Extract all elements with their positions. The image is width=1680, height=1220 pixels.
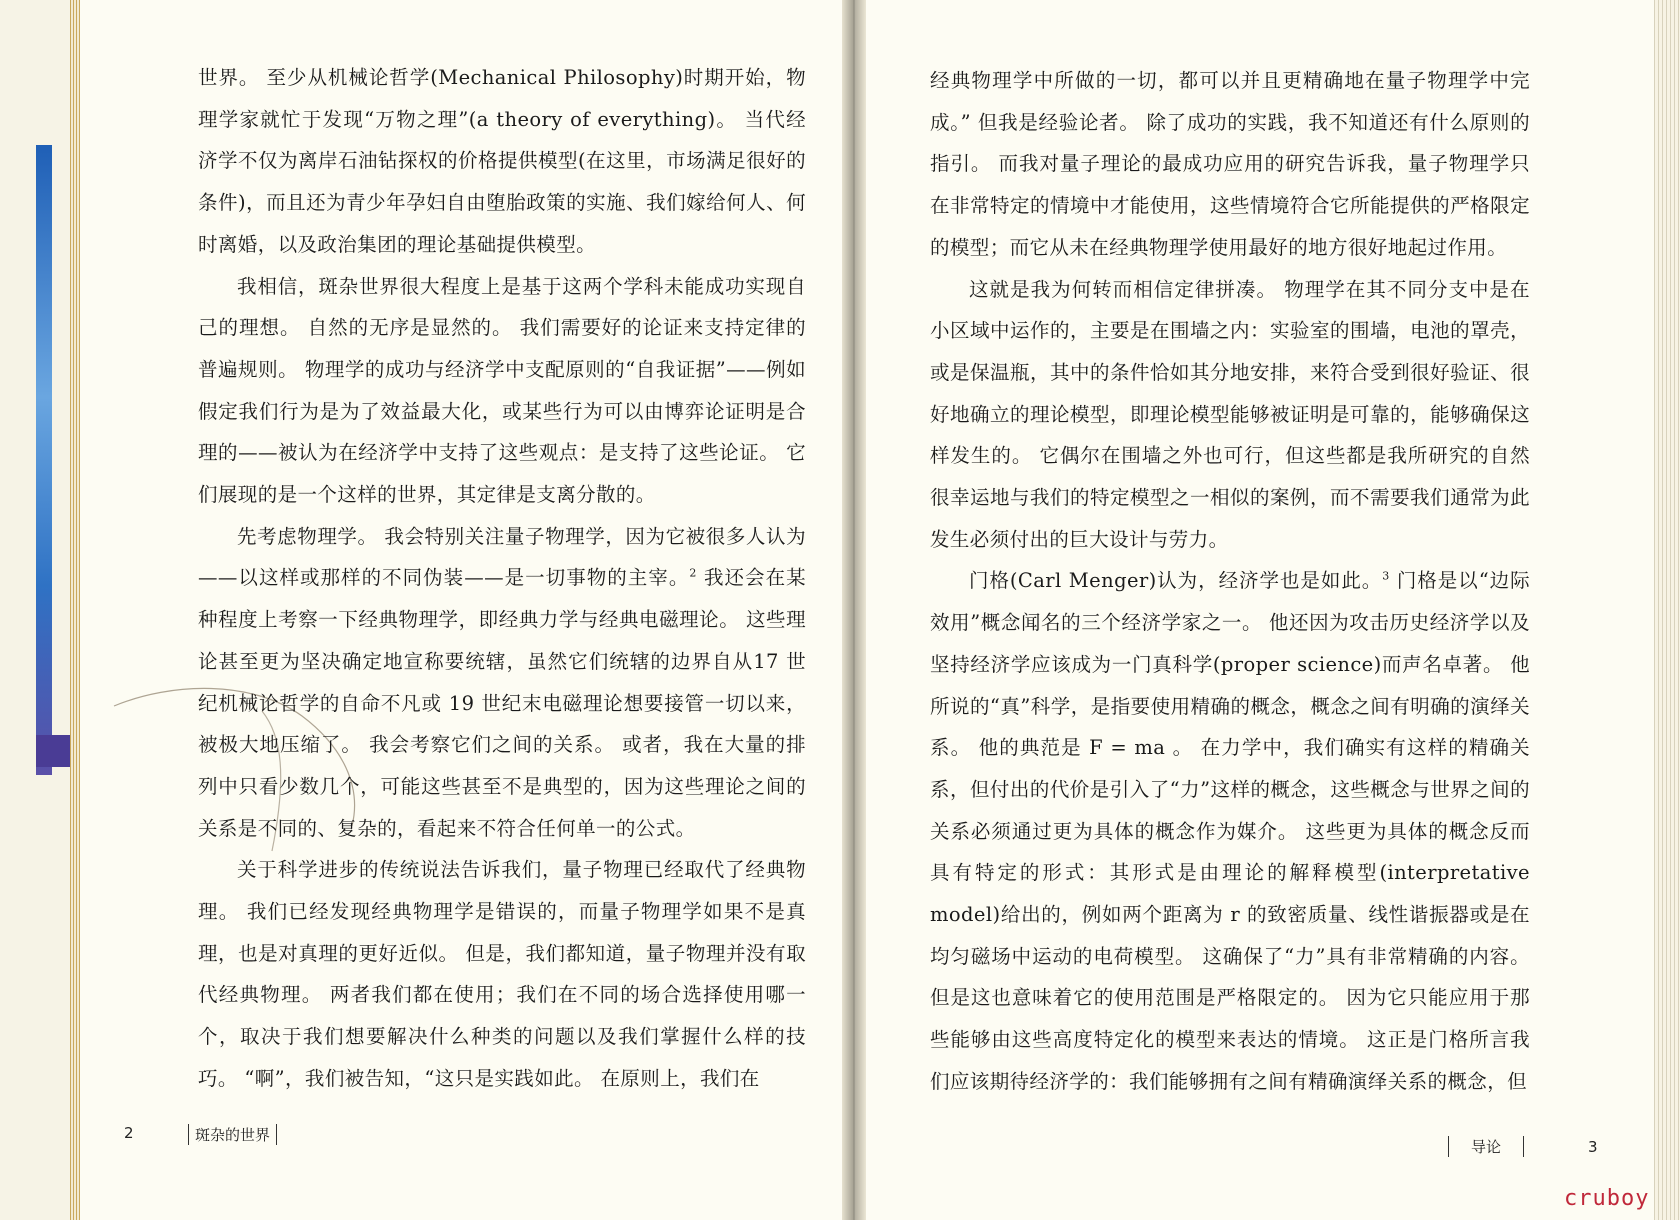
left-paragraph-1: 世界。 至少从机械论哲学(Mechanical Philosophy)时期开始，物理学家就忙于发现“万物之理”(a theory of everything)。 当代经济学不仅为离岸石油钻探权的价格提供模型(在这里，市场满足很好的条件)，而且还为青少年孕妇自由堕胎政策的实施、我们嫁给何人、何时离婚，以及政治集团的理论基础提供模型。 bbox=[198, 66, 806, 256]
right-page-body bbox=[930, 60, 1530, 1103]
footnote-ref-2[interactable]: 2 bbox=[689, 566, 697, 580]
right-paragraph-3-after: 门格是以“边际效用”概念闻名的三个经济学家之一。 他还因为攻击历史经济学以及坚持经济学应该成为一门真科学(proper science)而声名卓著。 他所说的“真”科学，是指要使用精确的概念，概念之间有明确的演绎关系。 他的典范是 F = ma 。 在力学中，我们确实有这样的精确关系，但付出的代价是引入了“力”这样的概念，这些概念与世界之间的关系必须通过更为具体的概念作为媒介。 这些更为具体的概念反而具有特定的形式：其形式是由理论的解释模型(interpretative model)给出的，例如两个距离为 r 的致密质量、线性谐振器或是在均匀磁场中运动的电荷模型。 这确保了“力”具有非常精确的内容。 但是这也意味着它的使用范围是严格限定的。 因为它只能应用于那些能够由这些高度特定化的模型来表达的情境。 这正是门格所言我们应该期待经济学的：我们能够拥有之间有精确演绎关系的概念，但 bbox=[930, 569, 1530, 1093]
left-page-body bbox=[198, 57, 806, 1100]
page-number-left: 2 bbox=[124, 1124, 134, 1142]
left-paragraph-2: 我相信，斑杂世界很大程度上是基于这两个学科未能成功实现自己的理想。 自然的无序是显然的。 我们需要好的论证来支持定律的普遍规则。 物理学的成功与经济学中支配原则的“自我证据”——例如假定我们行为是为了效益最大化，或某些行为可以由博弈论证明是合理的——被认为在经济学中支持了这些观点：是支持了这些论证。 它们展现的是一个这样的世界，其定律是支离分散的。 bbox=[198, 274, 806, 507]
right-paragraph-2: 这就是我为何转而相信定律拼凑。 物理学在其不同分支中是在小区域中运作的，主要是在围墙之内：实验室的围墙，电池的罩壳，或是保温瓶，其中的条件恰如其分地安排，来符合受到很好验证、很好地确立的理论模型，即理论模型能够被证明是可靠的，能够确保这样发生的。 它偶尔在围墙之外也可行，但这些都是我所研究的自然很幸运地与我们的特定模型之一相似的案例，而不需要我们通常为此发生必须付出的巨大设计与劳力。 bbox=[930, 277, 1530, 551]
cover-edge-blue bbox=[36, 145, 52, 775]
left-paragraph-4: 关于科学进步的传统说法告诉我们，量子物理已经取代了经典物理。 我们已经发现经典物理学是错误的，而量子物理学如果不是真理，也是对真理的更好近似。 但是，我们都知道，量子物理并没有取代经典物理。 两者我们都在使用；我们在不同的场合选择使用哪一个，取决于我们想要解决什么种类的问题以及我们掌握什么样的技巧。 “啊”，我们被告知，“这只是实践如此。 在原则上，我们在 bbox=[198, 858, 806, 1090]
book-gutter bbox=[842, 0, 866, 1220]
right-paragraph-3-text: 门格(Carl Menger)认为，经济学也是如此。 bbox=[969, 569, 1383, 593]
watermark: cruboy bbox=[1564, 1186, 1650, 1211]
left-paragraph-3-text: 先考虑物理学。 我会特别关注量子物理学，因为它被很多人认为——以这样或那样的不同伪装——是一切事物的主宰。 bbox=[198, 524, 806, 590]
page-number-right: 3 bbox=[1588, 1138, 1598, 1156]
left-paragraph-3-after: 我还会在某种程度上考察一下经典物理学，即经典力学与经典电磁理论。 这些理论甚至更为坚决确定地宣称要统辖，虽然它们统辖的边界自从17 世纪机械论哲学的自命不凡或 19 世纪末电磁理论想要接管一切以来，被极大地压缩了。 我会考察它们之间的关系。 或者，我在大量的排列中只看少数几个，可能这些甚至不是典型的，因为这些理论之间的关系是不同的、复杂的，看起来不符合任何单一的公式。 bbox=[198, 566, 806, 840]
footnote-ref-3[interactable]: 3 bbox=[1382, 569, 1390, 583]
right-paragraph-1: 经典物理学中所做的一切，都可以并且更精确地在量子物理学中完成。” 但我是经验论者。 除了成功的实践，我不知道还有什么原则的指引。 而我对量子理论的最成功应用的研究告诉我，量子物理学只在非常特定的情境中才能使用，这些情境符合它所能提供的严格限定的模型；而它从未在经典物理学使用最好的地方很好地起过作用。 bbox=[930, 69, 1530, 259]
running-head-left: 斑杂的世界 bbox=[188, 1124, 277, 1145]
running-head-right: 导论 bbox=[1448, 1136, 1524, 1157]
right-paragraph-3 bbox=[930, 560, 1530, 1102]
page-stack-edge-right bbox=[1654, 0, 1680, 1220]
left-paragraph-3 bbox=[198, 516, 806, 850]
